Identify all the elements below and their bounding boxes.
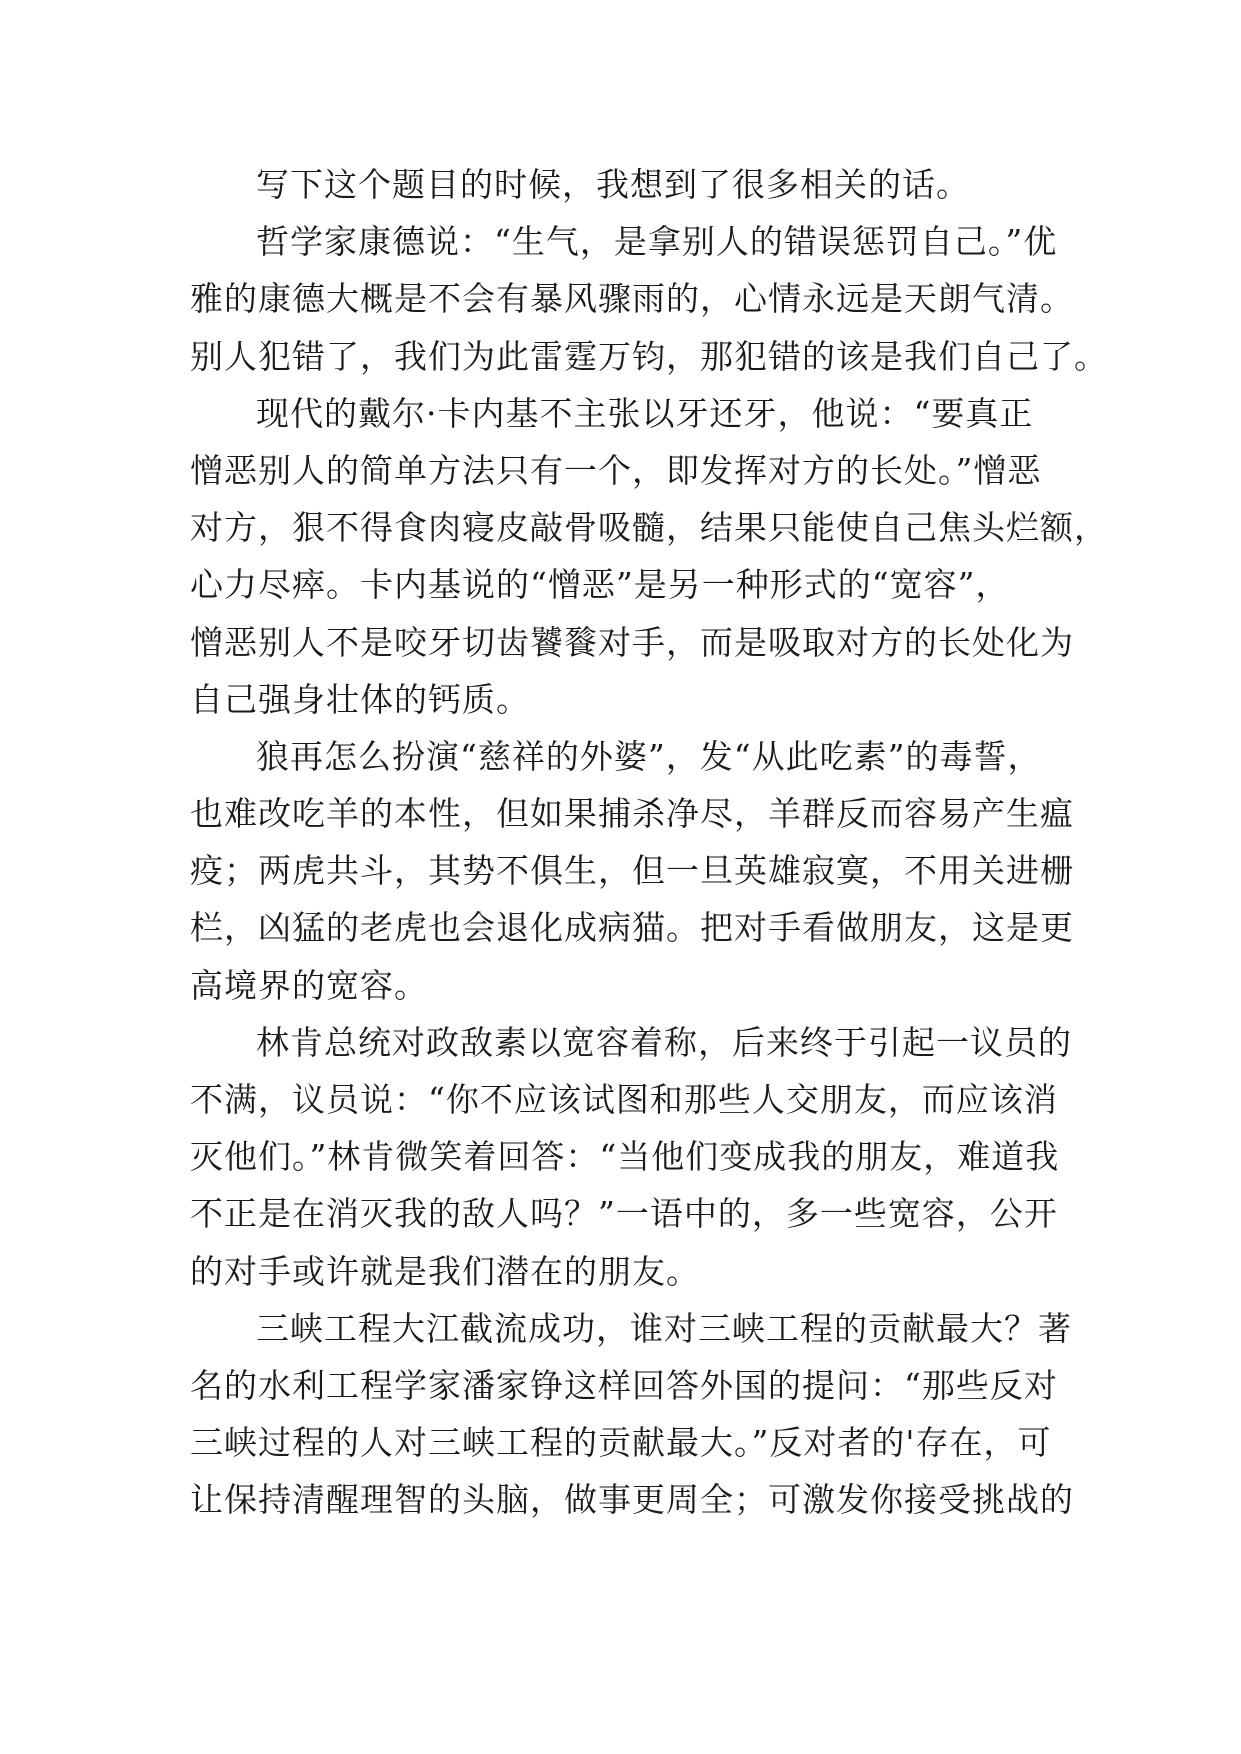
- text-line: 雅的康德大概是不会有暴风骤雨的，心情永远是天朗气清。: [190, 279, 1074, 319]
- text-line: 林肯总统对政敌素以宽容着称，后来终于引起一议员的: [256, 1022, 1072, 1062]
- text-line: 写下这个题目的时候，我想到了很多相关的话。: [256, 165, 970, 204]
- text-line: 憎恶别人的简单方法只有一个，即发挥对方的长处。”憎恶: [190, 450, 1042, 490]
- text-line: 不正是在消灭我的敌人吗？”一语中的，多一些宽容，公开: [190, 1194, 1058, 1234]
- text-line: 三峡过程的人对三峡工程的贡献最大。”反对者的'存在，可: [190, 1423, 1052, 1463]
- text-line: 现代的戴尔·卡内基不主张以牙还牙，他说：“要真正: [256, 393, 1034, 433]
- text-line: 也难改吃羊的本性，但如果捕杀净尽，羊群反而容易产生瘟: [190, 794, 1074, 834]
- text-line: 栏，凶猛的老虎也会退化成病猫。把对手看做朋友，这是更: [190, 908, 1074, 948]
- text-line: 灭他们。”林肯微笑着回答：“当他们变成我的朋友，难道我: [190, 1137, 1060, 1177]
- text-line: 哲学家康德说：“生气，是拿别人的错误惩罚自己。”优: [256, 222, 1058, 262]
- text-line: 心力尽瘁。卡内基说的“憎恶”是另一种形式的“宽容”，: [190, 565, 1010, 605]
- text-line: 自己强身壮体的钙质。: [190, 679, 530, 719]
- text-line: 名的水利工程学家潘家铮这样回答外国的提问：“那些反对: [190, 1365, 1058, 1405]
- text-line: 不满，议员说：“你不应该试图和那些人交朋友，而应该消: [190, 1080, 1058, 1119]
- body-text: [190, 156, 1108, 1529]
- text-line: 别人犯错了，我们为此雷霆万钧，那犯错的该是我们自己了。: [190, 336, 1108, 376]
- text-line: 憎恶别人不是咬牙切齿饕餮对手，而是吸取对方的长处化为: [190, 622, 1074, 662]
- text-line: 高境界的宽容。: [190, 965, 428, 1005]
- text-line: 的对手或许就是我们潜在的朋友。: [190, 1251, 700, 1291]
- text-line: 对方，狠不得食肉寝皮敲骨吸髓，结果只能使自己焦头烂额，: [190, 508, 1108, 548]
- text-line: 狼再怎么扮演“慈祥的外婆”，发“从此吃素”的毒誓，: [256, 736, 1042, 776]
- text-line: 让保持清醒理智的头脑，做事更周全；可激发你接受挑战的: [190, 1480, 1074, 1520]
- text-line: 三峡工程大江截流成功，谁对三峡工程的贡献最大？著: [256, 1308, 1072, 1348]
- text-line: 疫；两虎共斗，其势不俱生，但一旦英雄寂寞，不用关进栅: [190, 851, 1074, 891]
